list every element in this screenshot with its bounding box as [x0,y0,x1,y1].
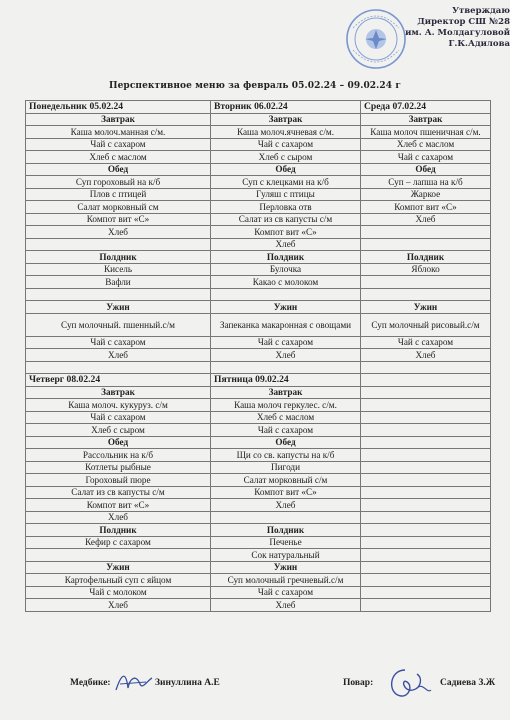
dish-cell: Салат из св капусты с/м [211,213,361,226]
table-row [26,238,491,251]
dish-cell: Суп гороховый на к/б [26,176,211,189]
day-header: Вторник 06.02.24 [211,101,361,114]
table-row [26,461,491,474]
dish-cell: Каша молоч. кукуруз. с/м [26,399,211,412]
dish-cell: Кисель [26,263,211,276]
dish-cell: Булочка [211,263,361,276]
section-header: Полдник [211,251,361,264]
dish-cell: Компот вит «С» [26,213,211,226]
day-header: Понедельник 05.02.24 [26,101,211,114]
section-header: Завтрак [211,386,361,399]
section-header: Ужин [211,301,361,314]
table-row [26,486,491,499]
table-row [26,511,491,524]
empty-cell [361,574,491,587]
section-header: Завтрак [26,113,211,126]
dish-cell: Хлеб [211,349,361,362]
dish-cell: Хлеб [211,599,361,612]
empty-cell [211,288,361,301]
dish-cell: Салат из св капусты с/м [26,486,211,499]
approval-line: Директор СШ №28 [417,17,510,27]
table-row [26,536,491,549]
table-row [26,499,491,512]
cook-name: Садиева З.Ж [440,678,496,688]
dish-cell: Щи со св. капусты на к/б [211,449,361,462]
dish-cell: Яблоко [361,263,491,276]
table-row [26,163,491,176]
table-row [26,213,491,226]
table-row [26,113,491,126]
table-row [26,226,491,239]
empty-cell [361,449,491,462]
empty-cell [361,486,491,499]
section-header: Полдник [211,524,361,537]
table-row [26,386,491,399]
dish-cell: Хлеб [26,511,211,524]
empty-cell [26,361,211,374]
table-row [26,574,491,587]
empty-cell [361,288,491,301]
dish-cell: Чай с сахаром [26,138,211,151]
dish-cell: Чай с сахаром [361,336,491,349]
dish-cell: Каша молоч геркулес. с/м. [211,399,361,412]
dish-cell [26,549,211,562]
dish-cell [211,511,361,524]
day-header: Четверг 08.02.24 [26,374,211,387]
dish-cell: Пигоди [211,461,361,474]
section-header: Ужин [26,561,211,574]
dish-cell: Кефир с сахаром [26,536,211,549]
dish-cell: Картофельный суп с яйцом [26,574,211,587]
table-row [26,524,491,537]
empty-cell [361,361,491,374]
table-row [26,276,491,289]
empty-cell [211,361,361,374]
dish-cell: Компот вит «С» [211,486,361,499]
dish-cell: Гороховый пюре [26,474,211,487]
dish-cell: Хлеб [26,599,211,612]
table-row [26,399,491,412]
menu-table [25,100,491,612]
dish-cell: Каша молоч.ячневая с/м. [211,126,361,139]
dish-cell: Хлеб [211,499,361,512]
dish-cell: Компот вит «С» [361,201,491,214]
table-row [26,549,491,562]
dish-cell: Чай с сахаром [361,151,491,164]
section-header: Полдник [26,524,211,537]
dish-cell: Плов с птицей [26,188,211,201]
empty-cell [361,549,491,562]
dish-cell: Котлеты рыбные [26,461,211,474]
dish-cell: Суп молочный рисовый.с/м [361,313,491,336]
section-header: Обед [361,163,491,176]
table-row [26,474,491,487]
dish-cell: Хлеб [26,226,211,239]
table-row [26,411,491,424]
medic-name: Зинуллина А.Е [155,678,220,688]
dish-cell: Вафли [26,276,211,289]
table-row [26,336,491,349]
section-header: Полдник [26,251,211,264]
dish-cell: Чай с сахаром [211,336,361,349]
empty-cell [361,561,491,574]
dish-cell: Гуляш с птицы [211,188,361,201]
dish-cell: Суп молочный гречневый.с/м [211,574,361,587]
approval-line: Утверждаю [452,6,510,16]
dish-cell: Хлеб с сыром [211,151,361,164]
dish-cell: Суп – лапша на к/б [361,176,491,189]
document-title: Перспективное меню за февраль 05.02.24 – 09.02.24 г [109,81,401,91]
table-row [26,449,491,462]
dish-cell [361,238,491,251]
dish-cell: Хлеб [26,349,211,362]
table-row [26,561,491,574]
dish-cell: Хлеб [361,213,491,226]
table-row [26,313,491,336]
empty-cell [361,586,491,599]
table-row [26,349,491,362]
dish-cell: Чай с сахаром [211,138,361,151]
cook-signature-icon [383,664,435,704]
empty-cell [361,474,491,487]
table-row [26,138,491,151]
dish-cell: Какао с молоком [211,276,361,289]
empty-cell [361,436,491,449]
cook-label: Повар: [343,678,374,688]
table-row [26,288,491,301]
section-header: Обед [211,163,361,176]
dish-cell: Чай с сахаром [211,424,361,437]
table-row [26,586,491,599]
table-row [26,151,491,164]
section-header: Завтрак [211,113,361,126]
section-header: Обед [26,436,211,449]
dish-cell [361,226,491,239]
dish-cell: Чай с молоком [26,586,211,599]
approval-block [365,6,510,50]
dish-cell: Рассольник на к/б [26,449,211,462]
section-header: Завтрак [361,113,491,126]
section-header: Ужин [211,561,361,574]
empty-cell [361,424,491,437]
dish-cell: Хлеб [361,349,491,362]
dish-cell: Салат морковный с/м [211,474,361,487]
dish-cell: Жаркое [361,188,491,201]
empty-cell [26,288,211,301]
dish-cell: Чай с сахаром [26,336,211,349]
table-row [26,176,491,189]
dish-cell: Суп молочный. пшенный.с/м [26,313,211,336]
dish-cell: Хлеб с маслом [361,138,491,151]
dish-cell: Чай с сахаром [26,411,211,424]
table-row [26,599,491,612]
day-header: Пятница 09.02.24 [211,374,361,387]
approval-line: Г.К.Адилова [448,39,510,49]
dish-cell [361,276,491,289]
dish-cell: Салат морковный см [26,201,211,214]
approval-line: им. А. Молдагуловой [405,28,510,38]
section-header: Ужин [26,301,211,314]
empty-cell [361,374,491,387]
empty-cell [361,411,491,424]
table-row [26,126,491,139]
empty-cell [361,399,491,412]
empty-cell [361,499,491,512]
dish-cell: Хлеб с маслом [211,411,361,424]
table-row [26,361,491,374]
dish-cell: Компот вит «С» [211,226,361,239]
dish-cell: Хлеб с маслом [26,151,211,164]
dish-cell: Суп с клецками на к/б [211,176,361,189]
dish-cell: Печенье [211,536,361,549]
section-header: Обед [211,436,361,449]
empty-cell [361,386,491,399]
empty-cell [361,599,491,612]
table-row [26,201,491,214]
dish-cell: Компот вит «С» [26,499,211,512]
section-header: Ужин [361,301,491,314]
signature-footer [0,670,510,700]
dish-cell: Каша молоч пшеничная с/м. [361,126,491,139]
table-row [26,301,491,314]
section-header: Завтрак [26,386,211,399]
section-header: Полдник [361,251,491,264]
medic-signature-icon [112,670,156,696]
dish-cell: Запеканка макаронная с овощами [211,313,361,336]
empty-cell [361,461,491,474]
dish-cell: Хлеб с сыром [26,424,211,437]
dish-cell: Перловка отв [211,201,361,214]
section-header: Обед [26,163,211,176]
table-row [26,436,491,449]
table-row [26,188,491,201]
dish-cell: Каша молоч.манная с/м. [26,126,211,139]
dish-cell [26,238,211,251]
dish-cell: Чай с сахаром [211,586,361,599]
dish-cell: Хлеб [211,238,361,251]
empty-cell [361,536,491,549]
empty-cell [361,511,491,524]
dish-cell: Сок натуральный [211,549,361,562]
day-header: Среда 07.02.24 [361,101,491,114]
medic-label: Медбике: [70,678,111,688]
table-row [26,374,491,387]
empty-cell [361,524,491,537]
table-row [26,101,491,114]
table-row [26,251,491,264]
table-row [26,263,491,276]
table-row [26,424,491,437]
